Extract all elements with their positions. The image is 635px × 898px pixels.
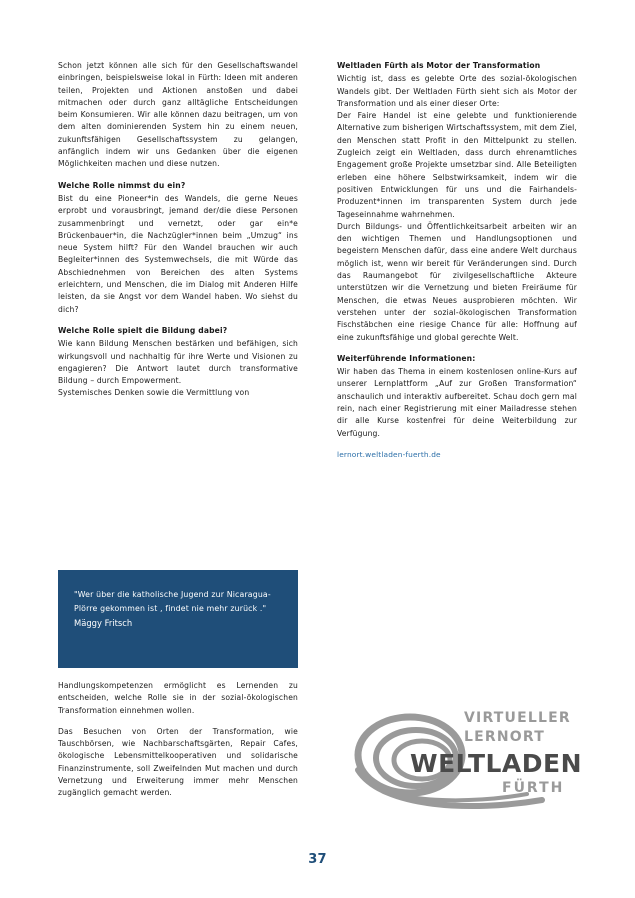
weltladen-fuerth-logo bbox=[352, 700, 588, 820]
logo-line-weltladen: WELTLADEN bbox=[410, 749, 583, 778]
paragraph-bildung: Wie kann Bildung Menschen bestärken und befähigen, sich wirkungsvoll und nachhaltig für ihre Werte und Visionen zu engagieren? Die Antwort lautet durch transformative Bildung – durch Empowerment. bbox=[58, 339, 298, 386]
page-number: 37 bbox=[308, 852, 327, 867]
right-text-column bbox=[337, 60, 577, 461]
left-text-column bbox=[58, 60, 298, 400]
paragraph-onlinekurs: Wir haben das Thema in einem kostenlosen online-Kurs auf unserer Lernplattform „Auf zur Großen Transformation“ anschaulich und interaktiv aufbereitet. Schau doch gern mal rein, nach einer Registrierung mit einer Mailadresse stehen dir alle Kurse kostenfrei für deine Weiterbildung zur Verfügung. bbox=[337, 367, 577, 438]
logo-line-virtueller: VIRTUELLER bbox=[464, 710, 571, 726]
pull-quote-text: "Wer über die katholische Jugend zur Nicaragua-Plörre gekommen ist ‚ findet nie mehr zurück ." bbox=[74, 590, 271, 613]
paragraph-handlungskompetenzen: Handlungskompetenzen ermöglicht es Lernenden zu entscheiden, welche Rolle sie in der sozial-ökologischen Transformation einnehmen wollen. bbox=[58, 681, 298, 715]
pull-quote-block bbox=[58, 570, 298, 668]
paragraph-rolle: Bist du eine Pioneer*in des Wandels, die gerne Neues erprobt und vorausbringt, jemand der/die diese Personen zusammenbringt und vernetzt, oder gar ein*e Brückenbauer*in, die Nachzügler*innen beim „Umzug“ ins neue System hilft? Für den Wandel brauchen wir auch Begleiter*innen des Systemwechsels, die mit Würde das Abschiednehmen von Bereichen des alten Systems erleichtern, und Menschen, die im Dialog mit Anderen Hilfe leisten, da sie Angst vor dem Wandel haben. Wo siehst du dich? bbox=[58, 193, 298, 314]
paragraph-systemisches-denken: Systemisches Denken sowie die Vermittlung von bbox=[58, 388, 250, 398]
logo-line-fuerth: FÜRTH bbox=[502, 780, 565, 796]
paragraph-fairer-handel: Der Faire Handel ist eine gelebte und funktionierende Alternative zum bisherigen Wirtschaftssystem, mit dem Ziel, den Menschen statt Profit in den Mittelpunkt zu stellen. Zugleich zeigt ein Weltladen, dass durch ehrenamtliches Engagement große Projekte umsetzbar sind. Alle Beteiligten erleben eine höhere Selbstwirksamkeit, indem wir die positiven Entwicklungen für uns und die Fairhandels-Produzent*innen im transparenten System durch jede Tageseinnahme wahrnehmen. bbox=[337, 111, 577, 219]
paragraph-intro: Schon jetzt können alle sich für den Gesellschaftswandel einbringen, beispielsweise lokal in Fürth: Ideen mit anderen teilen, Projekten und Aktionen anstoßen und dabei mitmachen oder durch ganz alltägliche Entscheidungen beim Konsumieren. Wir alle können dazu beitragen, um von dem alten dominierenden System hin zu einem neuen, zukunftsfähigen Gesellschaftssystem zu gelangen, anfänglich indem wir uns Gedanken über die eigenen Möglichkeiten machen und diese nutzen. bbox=[58, 61, 298, 169]
pull-quote-author: Mäggy Fritsch bbox=[74, 618, 133, 629]
left-text-column-continued bbox=[58, 680, 298, 800]
paragraph-orte-der-transformation: Das Besuchen von Orten der Transformation, wie Tauschbörsen, wie Nachbarschaftsgärten, Repair Cafes, ökologische Lebensmittelkooperativen und solidarische Finanzinstrumente, soll Zweifelnden Mut machen und durch Vernetzung und Erweiterung immer mehr Menschen zugänglich gemacht werden. bbox=[58, 726, 298, 798]
heading-welche-rolle-nimmst-du-ein: Welche Rolle nimmst du ein? bbox=[58, 180, 186, 190]
paragraph-bildungsarbeit: Durch Bildungs- und Öffentlichkeitsarbeit arbeiten wir an den wichtigen Themen und Handlungsoptionen und begeistern Menschen dafür, dass eine andere Welt durchaus möglich ist, wenn wir bereit für Veränderungen sind. Durch das Raumangebot für zivilgesellschaftliche Akteure unterstützen wir die Vernetzung und bieten Freiräume für Menschen, die etwas Neues ausprobieren möchten. Wir verstehen unter der sozial-ökologischen Transformation Fischstäbchen eine riesige Chance für alle: Hoffnung auf eine zukunftsfähige und global gerechte Welt. bbox=[337, 221, 577, 342]
heading-weltladen-fuerth-motor: Weltladen Fürth als Motor der Transformation bbox=[337, 61, 541, 70]
logo-line-lernort: LERNORT bbox=[464, 729, 545, 745]
paragraph-gelebte-orte: Wichtig ist, dass es gelebte Orte des sozial-ökologischen Wandels gibt. Der Weltladen Fürth sieht sich als Motor der Transformation und als einer dieser Orte: bbox=[337, 74, 577, 108]
heading-weiterfuehrende-informationen: Weiterführende Informationen: bbox=[337, 353, 476, 363]
heading-welche-rolle-spielt-die-bildung: Welche Rolle spielt die Bildung dabei? bbox=[58, 325, 228, 335]
lernort-link[interactable]: lernort.weltladen-fuerth.de bbox=[337, 449, 441, 459]
